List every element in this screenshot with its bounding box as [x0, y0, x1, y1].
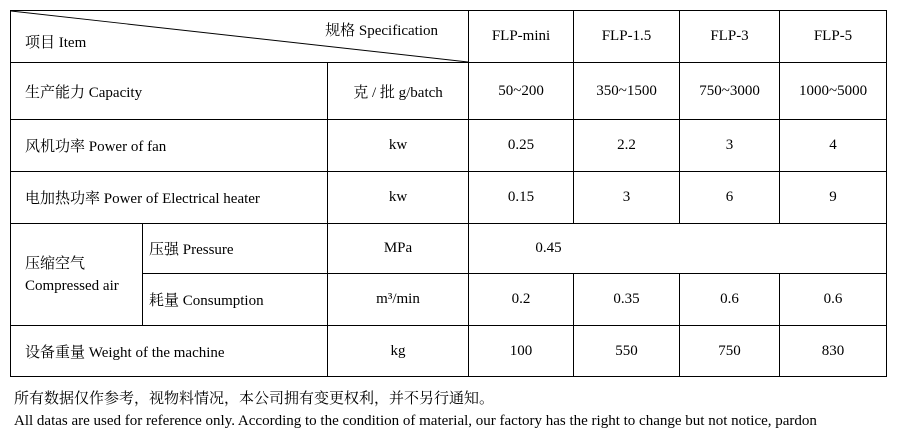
pressure-label: 压强 Pressure: [143, 224, 328, 274]
weight-row: [11, 326, 887, 377]
fan-value: 3: [680, 120, 780, 172]
heater-label: 电加热功率 Power of Electrical heater: [11, 172, 328, 224]
specification-header: 规格 Specification: [325, 23, 439, 39]
disclaimer-notes: [14, 388, 894, 432]
weight-value: 750: [680, 326, 780, 377]
capacity-row: [11, 63, 887, 120]
fan-value: 2.2: [574, 120, 680, 172]
consumption-value: 0.6: [680, 274, 780, 326]
heater-unit: kw: [328, 172, 469, 224]
consumption-value: 0.35: [574, 274, 680, 326]
item-header: 项目 Item: [25, 35, 87, 51]
fan-row: [11, 120, 887, 172]
consumption-value: 0.6: [780, 274, 887, 326]
fan-unit: kw: [328, 120, 469, 172]
pressure-unit: MPa: [328, 224, 469, 274]
heater-value: 3: [574, 172, 680, 224]
weight-value: 100: [469, 326, 574, 377]
model-header: FLP-3: [680, 11, 780, 63]
disclaimer-en: All datas are used for reference only. According to the condition of material, our factory has the right to change but not notice, pardon: [14, 413, 817, 429]
model-header: FLP-1.5: [574, 11, 680, 63]
disclaimer-cn: 所有数据仅作参考，视物料情况，本公司拥有变更权利，并不另行通知。: [14, 391, 495, 407]
weight-unit: kg: [328, 326, 469, 377]
capacity-value: 50~200: [469, 63, 574, 120]
heater-value: 6: [680, 172, 780, 224]
model-header: FLP-5: [780, 11, 887, 63]
capacity-value: 1000~5000: [780, 63, 887, 120]
compressed-air-label-en: Compressed air: [25, 277, 119, 294]
fan-value: 0.25: [469, 120, 574, 172]
consumption-label: 耗量 Consumption: [143, 274, 328, 326]
consumption-value: 0.2: [469, 274, 574, 326]
consumption-row: [11, 274, 887, 326]
model-header: FLP-mini: [469, 11, 574, 63]
compressed-air-label-cn: 压缩空气: [25, 255, 86, 272]
capacity-value: 750~3000: [680, 63, 780, 120]
weight-value: 550: [574, 326, 680, 377]
fan-value: 4: [780, 120, 887, 172]
specification-table: [10, 10, 887, 377]
capacity-unit: 克 / 批 g/batch: [328, 63, 469, 120]
pressure-value: 0.45: [469, 224, 887, 274]
fan-label: 风机功率 Power of fan: [11, 120, 328, 172]
heater-row: [11, 172, 887, 224]
weight-label: 设备重量 Weight of the machine: [11, 326, 328, 377]
compressed-air-label: [11, 224, 143, 326]
capacity-value: 350~1500: [574, 63, 680, 120]
capacity-label: 生产能力 Capacity: [11, 63, 328, 120]
heater-value: 9: [780, 172, 887, 224]
weight-value: 830: [780, 326, 887, 377]
consumption-unit: m³/min: [328, 274, 469, 326]
heater-value: 0.15: [469, 172, 574, 224]
header-row: [11, 11, 887, 63]
pressure-row: [11, 224, 887, 274]
header-corner-cell: [11, 11, 469, 63]
